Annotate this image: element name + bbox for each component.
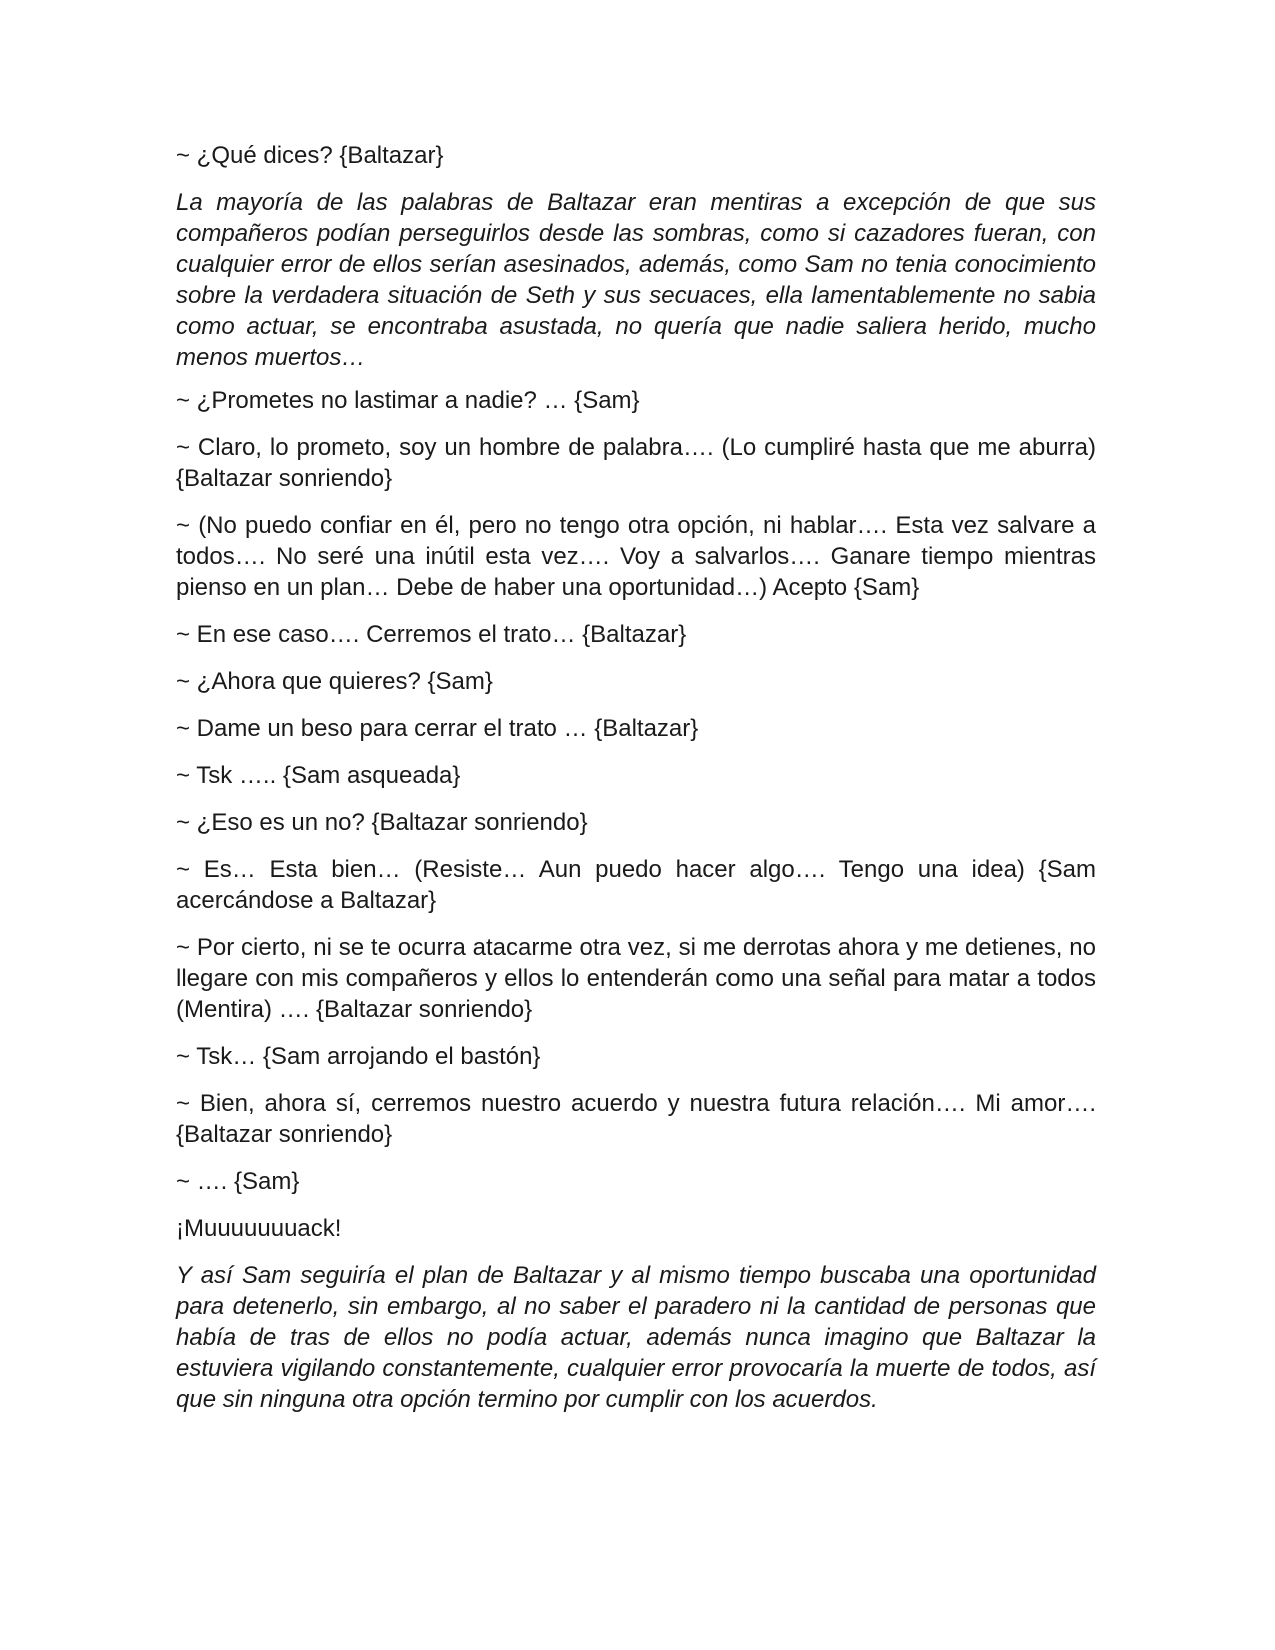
dialogue-line: ~ ¿Qué dices? {Baltazar} bbox=[176, 142, 444, 169]
document-page bbox=[176, 140, 1096, 1431]
dialogue-line: ~ ¿Prometes no lastimar a nadie? … {Sam} bbox=[176, 387, 640, 414]
narration-paragraph: Y así Sam seguiría el plan de Baltazar y al mismo tiempo buscaba una oportunidad para detenerlo, sin embargo, al no saber el paradero ni la cantidad de personas que había de tras de ellos no podía actuar, además nunca imagino que Baltazar la estuviera vigilando constantemente, cualquier error provocaría la muerte de todos, así que sin ninguna otra opción termino por cumplir con los acuerdos. bbox=[176, 1262, 1096, 1413]
dialogue-line: ~ Tsk ….. {Sam asqueada} bbox=[176, 762, 461, 789]
dialogue-line: ~ ¿Eso es un no? {Baltazar sonriendo} bbox=[176, 809, 588, 836]
dialogue-line: ~ (No puedo confiar en él, pero no tengo otra opción, ni hablar…. Esta vez salvare a todos…. No seré una inútil esta vez…. Voy a salvarlos…. Ganare tiempo mientras pienso en un plan… Debe de haber una oportunidad…) Acepto {Sam} bbox=[176, 512, 1096, 601]
dialogue-line: ~ ¿Ahora que quieres? {Sam} bbox=[176, 668, 493, 695]
dialogue-line: ~ Dame un beso para cerrar el trato … {Baltazar} bbox=[176, 715, 699, 742]
dialogue-line: ~ En ese caso…. Cerremos el trato… {Baltazar} bbox=[176, 621, 687, 648]
narration-paragraph: La mayoría de las palabras de Baltazar eran mentiras a excepción de que sus compañeros podían perseguirlos desde las sombras, como si cazadores fueran, con cualquier error de ellos serían asesinados, además, como Sam no tenia conocimiento sobre la verdadera situación de Seth y sus secuaces, ella lamentablemente no sabia como actuar, se encontraba asustada, no quería que nadie saliera herido, mucho menos muertos… bbox=[176, 189, 1096, 371]
dialogue-line: ~ Tsk… {Sam arrojando el bastón} bbox=[176, 1043, 541, 1070]
dialogue-line: ~ Bien, ahora sí, cerremos nuestro acuerdo y nuestra futura relación…. Mi amor…. {Baltazar sonriendo} bbox=[176, 1090, 1096, 1148]
sound-effect-line: ¡Muuuuuuuack! bbox=[176, 1215, 342, 1242]
dialogue-line: ~ Por cierto, ni se te ocurra atacarme otra vez, si me derrotas ahora y me detienes, no llegare con mis compañeros y ellos lo entenderán como una señal para matar a todos (Mentira) …. {Baltazar sonriendo} bbox=[176, 934, 1096, 1023]
dialogue-line: ~ Es… Esta bien… (Resiste… Aun puedo hacer algo…. Tengo una idea) {Sam acercándose a Baltazar} bbox=[176, 856, 1096, 914]
dialogue-line: ~ …. {Sam} bbox=[176, 1168, 300, 1195]
dialogue-line: ~ Claro, lo prometo, soy un hombre de palabra…. (Lo cumpliré hasta que me aburra) {Baltazar sonriendo} bbox=[176, 434, 1096, 492]
